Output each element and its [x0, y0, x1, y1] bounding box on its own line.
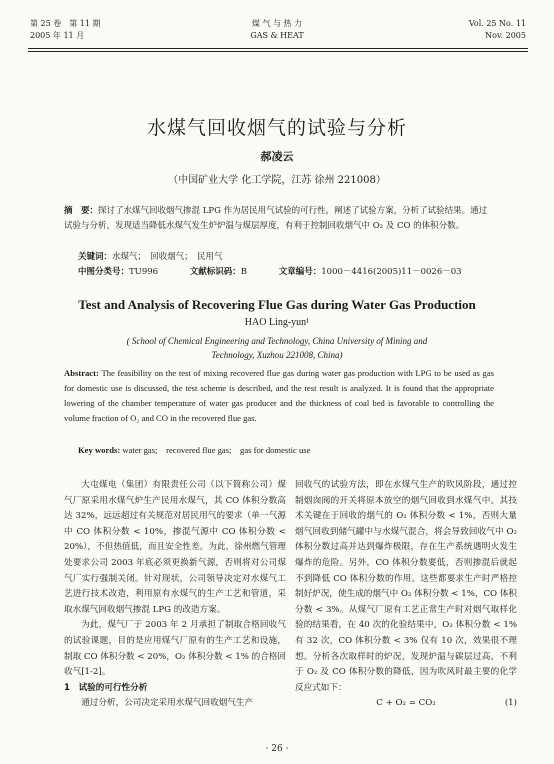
body-paragraph: 回收气的试验方法，即在水煤气生产的吹风阶段，通过控制烟囱阀的开关将原本放空的烟气回收到水煤气中。其技术关键在于回收的烟气的 O₂ 体积分数 < 1%，否则大量烟气回收到储气罐中与水煤气混合，将会导致回收气中 O₂ 体积分数过高并达到爆炸极限，存在生产系统遇明火发生爆炸的危险。另外，CO 体积分数要低，否则掺混后就起不到降低 CO 体积分数的作用。这些都要求生产时严格控制好炉况，使生成的烟气中 O₂ 体积分数 < 1%，CO 体积分数 < 3%。从煤气厂原有工艺正常生产时对烟气取样化验的结果看，在 40 次的化验结果中，O₂ 体积分数 < 1% 有 32 次，CO 体积分数 < 3% 仅有 10 次，效果很不理想。分析各次取样时的炉况，发现炉温与碳层过高，不利于 O₂ 及 CO 体积分数的降低，因为吹风时最主要的化学反应式如下： — [295, 480, 517, 693]
date-en: Nov. 2005 — [485, 31, 526, 40]
page-number: · 26 · — [265, 744, 289, 754]
article-no-value: 1000－4416(2005)11－0026－03 — [321, 267, 462, 277]
journal-cn: 煤 气 与 热 力 — [251, 19, 303, 28]
volume-cn: 第 25 卷 第 11 期 — [30, 19, 101, 28]
abstract-en-text: The feasibility on the test of mixing recovered flue gas during water gas production with LPG to be used as gas for domestic use is discussed, the test scheme is described, and the test result is analyzed. It is found that the appropriate lowering of the chamber temperature of water gas producer and the thickness of coal bed is favorable to controlling the volume fraction of O₂ and CO in the recovered flue gas. — [64, 368, 494, 423]
header-rule-thin — [28, 51, 528, 52]
body-column-left — [64, 478, 286, 712]
abstract-cn — [64, 204, 494, 234]
section-heading: 1 试验的可行性分析 — [64, 682, 148, 693]
body-paragraph: 大屯煤电（集团）有限责任公司（以下简称公司）煤气厂原采用水煤气炉生产民用水煤气，其 CO 体积分数高达 32%，远远超过有关规范对居民用气的要求（单一气源中 CO 体积分数 < 10%，掺混气源中 CO 体积分数 < 20%），不但热值低，而且安全性差。为此，徐州燃气管理处要求公司 2003 年底必须更换新气源，否则将对公司煤气厂实行强制关闭。针对现状，公司领导决定对水煤气工艺进行技术改造，利用原有水煤气的生产工艺和管道，采取水煤气回收烟气掺混 LPG 的改造方案。 — [64, 480, 286, 615]
keywords-cn — [78, 250, 223, 262]
body-paragraph: 通过分析，公司决定采用水煤气回收烟气生产 — [81, 698, 254, 709]
author-en: HAO Ling-yun¹ — [244, 317, 310, 328]
affiliation-en — [0, 334, 554, 362]
paper-title-en: Test and Analysis of Recovering Flue Gas during Water Gas Production — [78, 297, 476, 312]
clc-value: TU996 — [129, 267, 159, 277]
abstract-en — [64, 366, 494, 426]
equation — [295, 696, 517, 712]
keywords-cn-text: 水煤气； 回收烟气； 民用气 — [112, 252, 223, 262]
affiliation-cn: （中国矿业大学 化工学院，江苏 徐州 221008） — [168, 175, 386, 186]
doc-code-value: B — [240, 267, 248, 277]
body-column-right — [295, 478, 517, 712]
abstract-en-label: Abstract: — [64, 368, 99, 378]
volume-en: Vol. 25 No. 11 — [468, 19, 526, 28]
doc-code-label: 文献标识码： — [189, 267, 241, 277]
body-paragraph: 为此，煤气厂于 2003 年 2 月承担了制取合格回收气的试验课题，目的是应用煤气厂原有的生产工艺和设施，制取 CO 体积分数 < 20%，O₂ 体积分数 < 1% 的合格回收气[1-2]。 — [64, 620, 287, 678]
affiliation-en-line1: ( School of Chemical Engineering and Technology, China University of Mining and — [126, 336, 428, 346]
keywords-en-label: Key words: — [78, 445, 121, 455]
header-right — [469, 18, 526, 42]
keywords-en-text: water gas; recovered flue gas; gas for domestic use — [122, 445, 311, 455]
affiliation-en-line2: Technology, Xuzhou 221008, China) — [211, 350, 343, 360]
equation-text: C + O₂ = CO₂ — [376, 698, 436, 709]
abstract-cn-label: 摘 要： — [64, 206, 99, 216]
keywords-cn-label: 关键词： — [78, 252, 113, 262]
article-no-label: 文章编号： — [278, 267, 322, 277]
date-cn: 2005 年 11 月 — [30, 31, 85, 40]
clc-label: 中图分类号： — [78, 267, 130, 277]
paper-title-cn: 水煤气回收烟气的试验与分析 — [146, 117, 407, 139]
equation-number: (1) — [504, 698, 517, 709]
classification-line — [78, 265, 490, 277]
header-rule — [28, 48, 528, 49]
journal-en: GAS & HEAT — [250, 31, 304, 40]
keywords-en — [78, 444, 310, 456]
author-cn: 郝凌云 — [260, 150, 294, 163]
abstract-cn-text: 探讨了水煤气回收烟气掺混 LPG 作为居民用气试验的可行性，阐述了试验方案，分析了试验结果。通过试验与分析，发现适当降低水煤气发生炉炉温与煤层厚度，有利于控制回收烟气中 O₂ 及 CO 的体积分数。 — [64, 206, 488, 231]
